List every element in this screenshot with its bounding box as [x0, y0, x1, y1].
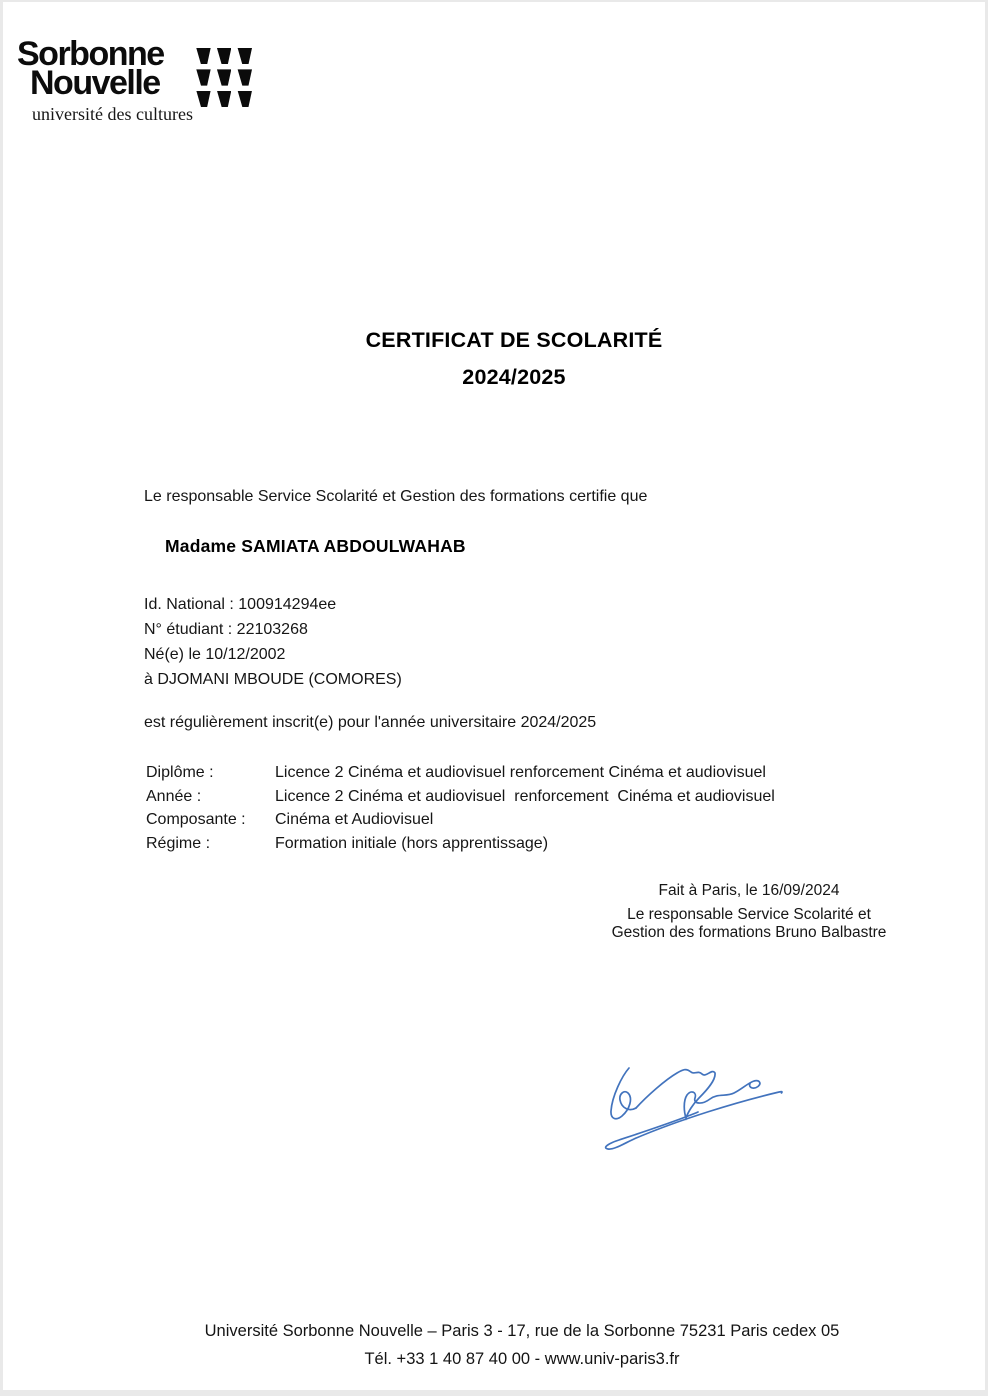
row-label: Diplôme :: [146, 764, 214, 781]
footer-contact: Tél. +33 1 40 87 40 00 - www.univ-paris3.fr: [364, 1350, 680, 1368]
student-identity-block: [144, 592, 402, 692]
flag-icon: [217, 48, 232, 64]
flag-icon: [196, 48, 211, 64]
row-value: Cinéma et Audiovisuel: [275, 811, 434, 828]
flag-icon: [217, 69, 232, 85]
certificate-page: [3, 2, 985, 1390]
university-logo: [17, 35, 193, 125]
birth-date: Né(e) le 10/12/2002: [144, 646, 286, 663]
row-label: Composante :: [146, 811, 246, 828]
enrollment-details-table: [146, 761, 775, 855]
footer-address: Université Sorbonne Nouvelle – Paris 3 - 17, rue de la Sorbonne 75231 Paris cedex 05: [204, 1322, 840, 1340]
logo-word-nouvelle: Nouvelle: [30, 64, 160, 102]
signature-block: [611, 882, 887, 941]
logo-flags-icon: [196, 48, 252, 107]
title-line1: CERTIFICAT DE SCOLARITÉ: [365, 328, 663, 352]
signature-date-line: Fait à Paris, le 16/09/2024: [658, 882, 840, 899]
student-name: Madame SAMIATA ABDOULWAHAB: [165, 536, 466, 556]
table-row: [146, 808, 775, 832]
page-footer: [3, 1322, 985, 1369]
table-row: [146, 761, 775, 785]
flag-icon: [217, 91, 232, 107]
birth-place: à DJOMANI MBOUDE (COMORES): [144, 671, 402, 688]
flag-icon: [196, 91, 211, 107]
logo-word-sorbonne: Sorbonne: [17, 35, 164, 73]
row-label: Année :: [146, 787, 202, 805]
enrollment-sentence: est régulièrement inscrit(e) pour l'année universitaire 2024/2025: [144, 714, 597, 731]
flag-icon: [237, 69, 252, 85]
flag-icon: [237, 91, 252, 107]
signatory-name: Le responsable Service Scolarité et Gestion des formations Bruno Balbastre: [611, 906, 887, 941]
title-line2: 2024/2025: [462, 365, 566, 389]
row-label: Régime :: [146, 834, 211, 852]
row-value: Formation initiale (hors apprentissage): [275, 834, 549, 852]
row-value: Licence 2 Cinéma et audiovisuel renforcement Cinéma et audiovisuel: [275, 787, 775, 805]
table-row: [146, 832, 775, 856]
table-row: [146, 785, 775, 809]
row-value: Licence 2 Cinéma et audiovisuel renforcement Cinéma et audiovisuel: [275, 764, 766, 781]
handwritten-signature: [595, 1055, 787, 1157]
certify-sentence: Le responsable Service Scolarité et Gestion des formations certifie que: [144, 488, 648, 505]
student-number: N° étudiant : 22103268: [144, 621, 308, 638]
document-title: [3, 322, 985, 396]
logo-tagline: université des cultures: [32, 104, 193, 124]
id-national: Id. National : 100914294ee: [144, 596, 337, 613]
flag-icon: [196, 69, 211, 85]
flag-icon: [237, 48, 252, 64]
